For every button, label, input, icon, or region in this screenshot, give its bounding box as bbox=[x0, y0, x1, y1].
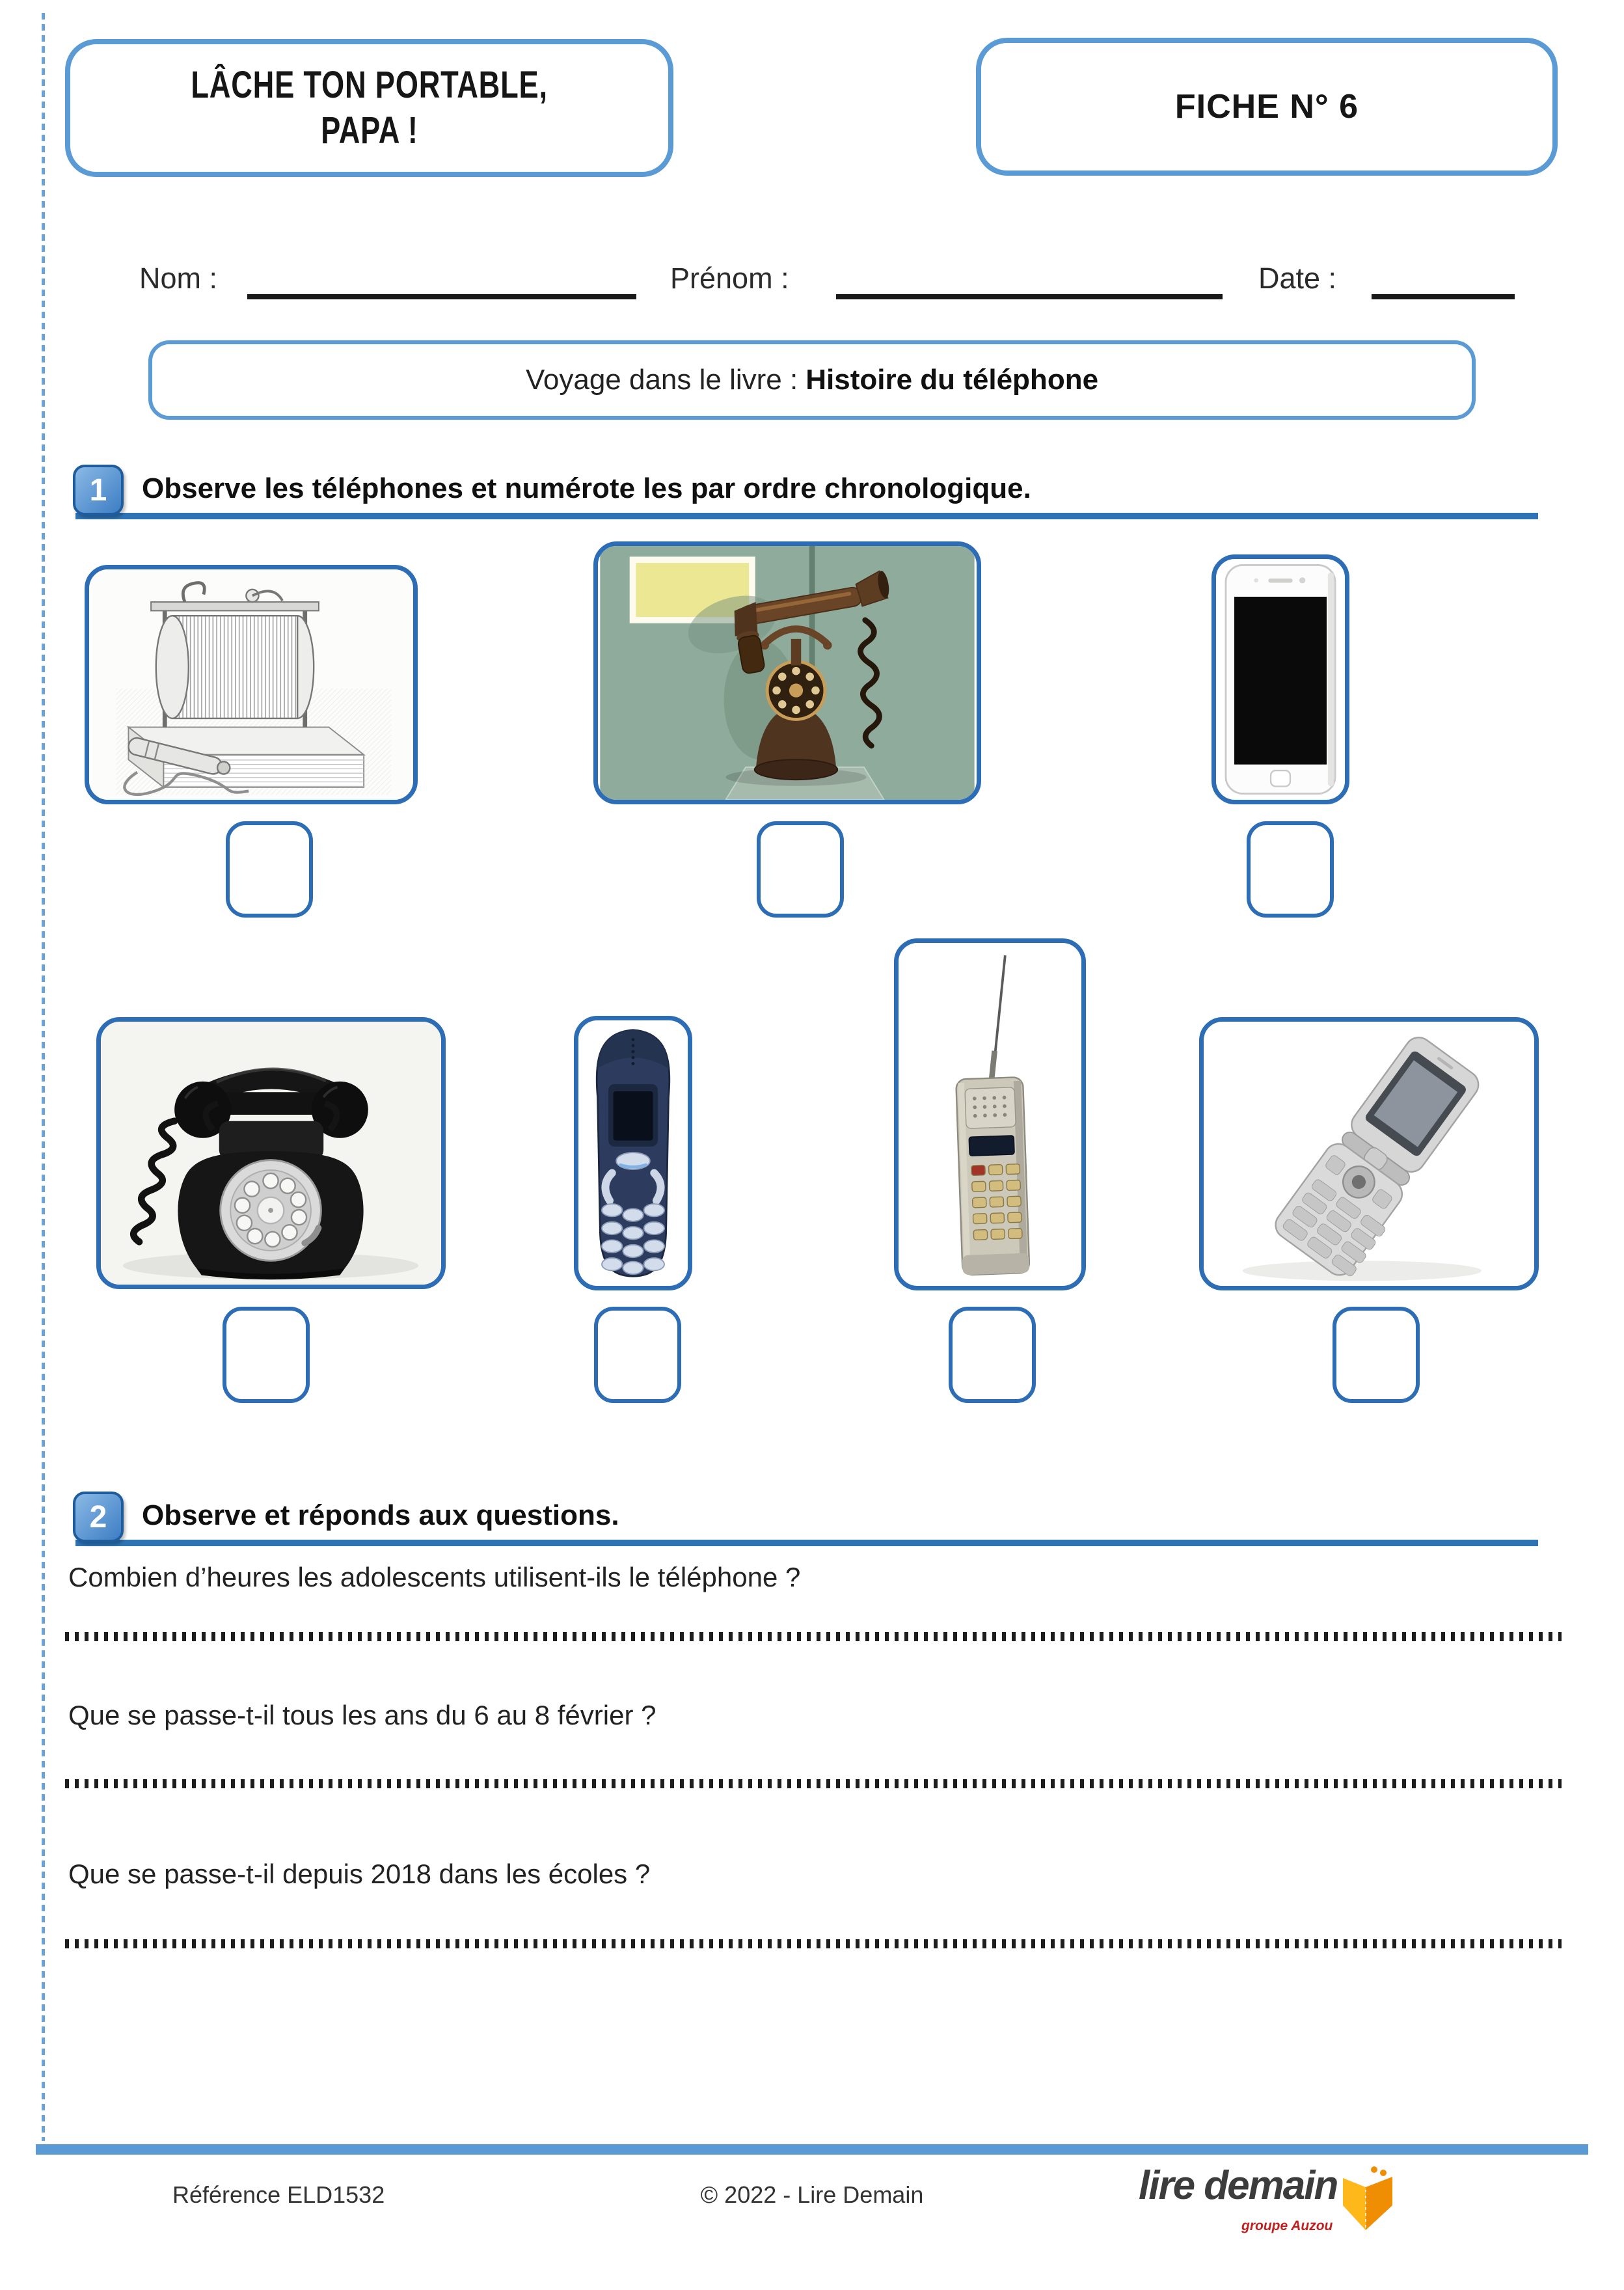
nom-write-line[interactable] bbox=[247, 294, 636, 299]
footer-divider-bar bbox=[36, 2144, 1588, 2155]
phone-image-modern-smartphone bbox=[1211, 554, 1349, 804]
phone-image-rotary-dial-telephone bbox=[96, 1017, 446, 1289]
question-3: Que se passe-t-il depuis 2018 dans les écoles ? bbox=[68, 1859, 651, 1889]
modern-smartphone-graphic bbox=[1216, 559, 1345, 800]
section-2-underline bbox=[75, 1540, 1538, 1546]
section-1-underline bbox=[75, 513, 1538, 519]
silver-flip-phone-graphic bbox=[1204, 1022, 1534, 1286]
fiche-number-box bbox=[976, 38, 1558, 176]
rotary-dial-telephone-graphic bbox=[101, 1022, 441, 1285]
early-telephone-engraving-graphic bbox=[89, 569, 413, 800]
question-2-answer-line[interactable] bbox=[65, 1779, 1562, 1788]
footer-copyright: © 2022 - Lire Demain bbox=[700, 2181, 924, 2208]
section-1-badge: 1 bbox=[73, 465, 124, 515]
answer-box-5[interactable] bbox=[594, 1307, 681, 1403]
prenom-label: Prénom : bbox=[670, 262, 789, 295]
phone-image-nokia-candybar-phone bbox=[574, 1016, 692, 1290]
nom-label: Nom : bbox=[139, 262, 218, 295]
phone-image-silver-flip-phone bbox=[1199, 1017, 1539, 1290]
answer-box-7[interactable] bbox=[1333, 1307, 1420, 1403]
answer-box-2[interactable] bbox=[757, 821, 844, 918]
worksheet-title-line2: PAPA ! bbox=[320, 109, 418, 152]
lire-demain-logo bbox=[1139, 2157, 1418, 2261]
worksheet-title-box bbox=[65, 39, 673, 177]
section-2-badge: 2 bbox=[73, 1492, 124, 1542]
nokia-candybar-phone-graphic bbox=[578, 1020, 688, 1286]
section-2-title: Observe et réponds aux questions. bbox=[142, 1499, 619, 1531]
open-book-icon bbox=[1338, 2165, 1394, 2233]
banner-prefix: Voyage dans le livre : bbox=[525, 364, 798, 396]
question-2: Que se passe-t-il tous les ans du 6 au 8 février ? bbox=[68, 1700, 656, 1730]
answer-box-1[interactable] bbox=[226, 821, 313, 918]
date-label: Date : bbox=[1258, 262, 1337, 295]
phone-image-antique-cradle-telephone bbox=[593, 541, 981, 804]
question-1-answer-line[interactable] bbox=[65, 1632, 1562, 1641]
book-title-banner bbox=[148, 340, 1476, 420]
antique-cradle-telephone-graphic bbox=[598, 546, 977, 800]
cut-mark-dashed-line bbox=[42, 13, 45, 2141]
answer-box-4[interactable] bbox=[223, 1307, 310, 1403]
question-1: Combien d’heures les adolescents utilisent-ils le téléphone ? bbox=[68, 1562, 801, 1592]
lire-demain-logo-text: lire demain bbox=[1139, 2163, 1338, 2208]
date-write-line[interactable] bbox=[1372, 294, 1515, 299]
answer-box-3[interactable] bbox=[1247, 821, 1334, 918]
phone-image-motorola-brick-phone bbox=[894, 938, 1086, 1290]
footer-reference: Référence ELD1532 bbox=[172, 2181, 385, 2208]
groupe-auzou-logo-subtext: groupe Auzou bbox=[1241, 2218, 1333, 2233]
phone-image-early-telephone-engraving bbox=[85, 565, 418, 804]
fiche-number-label: FICHE N° 6 bbox=[1174, 88, 1359, 126]
motorola-brick-phone-graphic bbox=[899, 943, 1081, 1286]
prenom-write-line[interactable] bbox=[836, 294, 1223, 299]
banner-book-title: Histoire du téléphone bbox=[805, 364, 1099, 396]
answer-box-6[interactable] bbox=[949, 1307, 1036, 1403]
worksheet-title-line1: LÂCHE TON PORTABLE, bbox=[191, 64, 548, 107]
question-3-answer-line[interactable] bbox=[65, 1939, 1562, 1948]
section-1-title: Observe les téléphones et numérote les par ordre chronologique. bbox=[142, 472, 1031, 504]
